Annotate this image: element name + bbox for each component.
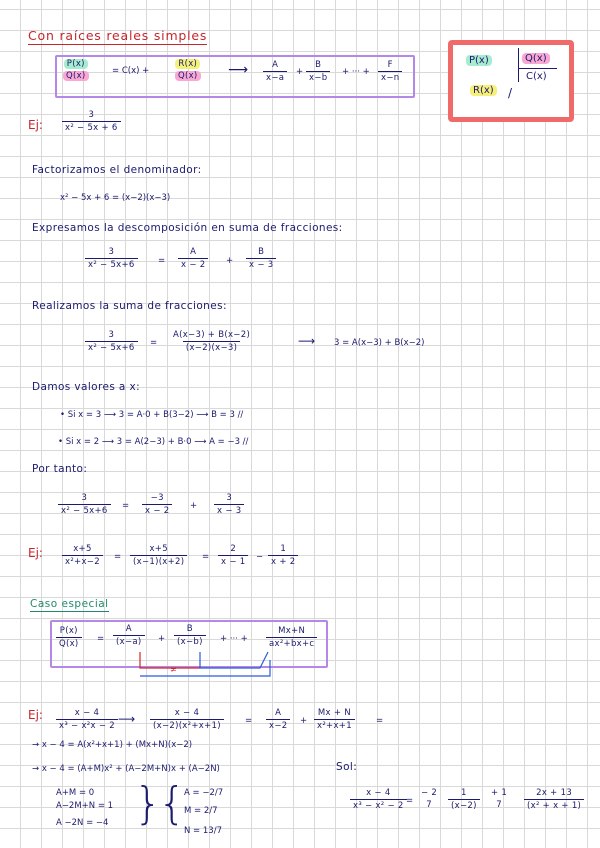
result-lhs: $\frac{3}{\text{x² − 5x+6}}$ [58, 493, 111, 516]
numerator-r: R(x) [175, 59, 200, 69]
special-lhs: $\frac{P(x)}{Q(x)}$ [56, 626, 82, 649]
ej3-eq2: = [376, 716, 384, 726]
ej3-line1: → x − 4 = A(x²+x+1) + (Mx+N)(x−2) [32, 740, 193, 750]
decomp-b: $\frac{B}{x - 3}$ [246, 247, 276, 270]
result-plus: + [190, 501, 198, 511]
ej2-minus: − [256, 552, 264, 562]
svg-text:≠: ≠ [170, 665, 177, 674]
ej3-a: $\frac{A}{x-2}$ [266, 708, 290, 731]
fraction-f: $\frac{F}{x-n}$ [378, 60, 402, 83]
system-brace: } [134, 778, 162, 829]
ej3-frac2: $\frac{x - 4}{\text{(x−2)(x²+x+1)}}$ [150, 708, 224, 731]
sum-equals: = [150, 338, 158, 348]
final-frac1: $\frac{1}{(x-2)}$ [448, 788, 480, 811]
sum-result: 3 = A(x−3) + B(x−2) [334, 338, 425, 348]
case-x-2: • Si x = 2 ⟶ 3 = A(2−3) + B·0 ⟶ A = −3 // [58, 437, 249, 447]
decomp-a: $\frac{A}{x - 2}$ [178, 247, 208, 270]
result-equals: = [122, 501, 130, 511]
special-mn: $\frac{Mx+N}{\text{ax²+bx+c}}$ [266, 626, 317, 649]
denominator-q2: Q(x) [175, 71, 201, 81]
step-por-tanto: Por tanto: [32, 463, 88, 475]
final-frac2: $\frac{2x + 13}{\text{(x² + x + 1)}}$ [524, 788, 584, 811]
special-plus: + [158, 634, 166, 644]
plus: + [296, 67, 304, 77]
final-coef1: − 2 7 [421, 788, 438, 810]
division-slash: / [508, 86, 513, 100]
solution-m: M = 2/7 [184, 806, 218, 816]
ej3-mn: $\frac{Mx + N}{\text{x²+x+1}}$ [314, 708, 355, 731]
sum-lhs: $\frac{3}{\text{x² − 5x+6}}$ [85, 330, 138, 353]
final-coef2: + 1 7 [491, 788, 508, 810]
ej2-frac3: $\frac{2}{x - 1}$ [218, 544, 248, 567]
decomp-equals: = [158, 256, 166, 266]
special-b: $\frac{B}{(x-b)}$ [174, 624, 206, 647]
ej2-eq2: = [202, 552, 210, 562]
step-expresamos: Expresamos la descomposición en suma de fracciones: [32, 222, 343, 234]
ej3-frac1: $\frac{x - 4}{\text{x³ − x²x − 2}}$ [56, 708, 118, 731]
system-eq3: A −2N = −4 [56, 818, 109, 828]
final-equals: = [406, 796, 414, 806]
final-lhs: $\frac{x - 4}{\text{x³ − x² − 2}}$ [350, 788, 407, 811]
sum-arrow: ⟶ [298, 334, 316, 348]
example-label-3: Ej: [28, 708, 43, 722]
special-equals: = [97, 634, 105, 644]
result-a: $\frac{-3}{x - 2}$ [142, 493, 172, 516]
page-title: Con raíces reales simples [28, 28, 208, 43]
example-label-2: Ej: [28, 546, 43, 560]
denominator-q: Q(x) [63, 71, 89, 81]
dots: + ··· + [342, 67, 370, 77]
result-b: $\frac{3}{x - 3}$ [214, 493, 244, 516]
equals-c: = C(x) + [112, 66, 150, 76]
special-case-title: Caso especial [30, 598, 109, 610]
example-label-1: Ej: [28, 118, 43, 132]
ej3-arrow: ⟶ [118, 712, 136, 726]
ej1-fraction: $\frac{3}{\text{x² − 5x + 6}}$ [62, 110, 121, 133]
ej3-line2: → x − 4 = (A+M)x² + (A−2M+N)x + (A−2N) [32, 764, 220, 774]
ej2-frac2: $\frac{x+5}{(x-1)(x+2)}$ [130, 544, 187, 567]
solution-a: A = −2/7 [184, 788, 224, 798]
solution-brace: { [158, 778, 186, 829]
fraction-a: $\frac{A}{x-a}$ [263, 60, 287, 83]
sol-label: Sol: [336, 761, 358, 773]
numerator-p: P(x) [64, 59, 88, 69]
ej2-frac1: $\frac{x+5}{\text{x²+x−2}}$ [62, 544, 103, 567]
case-x-3: • Si x = 3 ⟶ 3 = A·0 + B(3−2) ⟶ B = 3 // [60, 410, 244, 420]
ej3-plus: + [300, 716, 308, 726]
division-c: C(x) [526, 71, 547, 82]
system-eq1: A+M = 0 [56, 788, 95, 798]
system-eq2: A−2M+N = 1 [56, 801, 114, 811]
special-dots: + ··· + [220, 634, 248, 644]
solution-n: N = 13/7 [184, 826, 222, 836]
special-a: $\frac{A}{(x-a)}$ [113, 624, 145, 647]
ej3-eq: = [245, 716, 253, 726]
division-r: R(x) [470, 85, 497, 96]
sum-rhs: $\frac{A(x-3) + B(x-2)}{(x-2)(x-3)}$ [173, 330, 251, 353]
step-factorizamos: Factorizamos el denominador: [32, 164, 202, 176]
step-damos-valores: Damos valores a x: [32, 381, 141, 393]
ej2-frac4: $\frac{1}{x + 2}$ [268, 544, 298, 567]
fraction-b: $\frac{B}{x-b}$ [306, 60, 330, 83]
step-realizamos: Realizamos la suma de fracciones: [32, 300, 227, 312]
arrow: ⟶ [228, 62, 249, 78]
ej2-eq1: = [114, 552, 122, 562]
decomp-plus: + [226, 256, 234, 266]
decomp-lhs: $\frac{3}{\text{x² − 5x+6}}$ [85, 247, 138, 270]
division-p: P(x) [466, 55, 492, 66]
factorization: x² − 5x + 6 = (x−2)(x−3) [60, 193, 171, 203]
division-q: Q(x) [522, 53, 550, 64]
